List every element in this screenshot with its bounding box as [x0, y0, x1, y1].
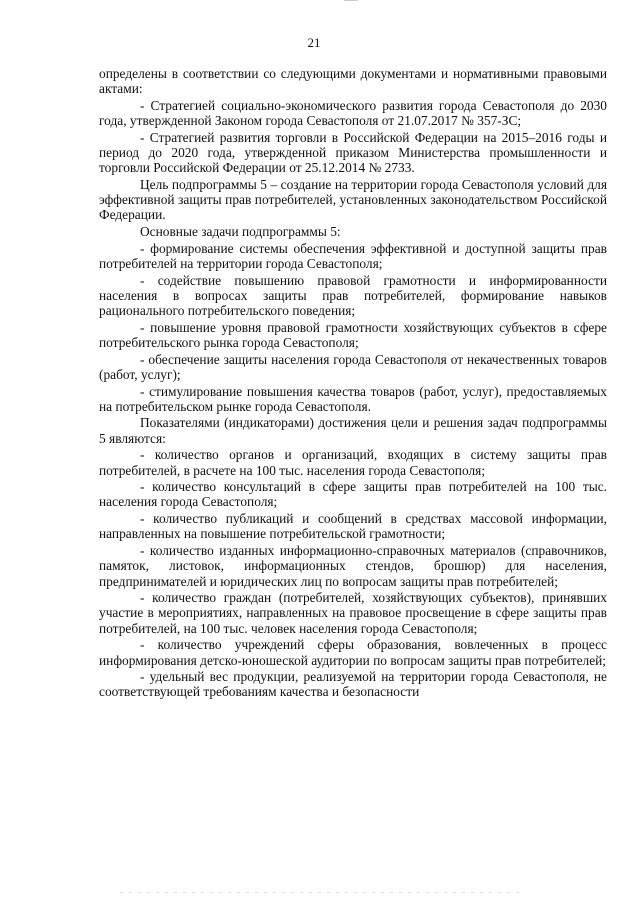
page-number: 21 [307, 35, 321, 50]
scan-noise [120, 892, 520, 893]
list-item-task: - формирование системы обеспечения эффективной и доступной защиты прав потребителей на территории города Севастополя; [99, 240, 607, 271]
list-item-task: - обеспечение защиты населения города Севастополя от некачественных товаров (работ, услуг); [99, 351, 607, 382]
list-item-strategy-trade: - Стратегией развития торговли в Российской Федерации на 2015–2016 годы и период до 2020 года, утвержденной приказом Министерства промышленности и торговли Российской Федерации от 25.12.2014 № 2733. [99, 129, 607, 176]
document-body [99, 66, 607, 701]
list-item-indicator: - количество учреждений сферы образования, вовлеченных в процесс информирования детско-юношеской аудитории по вопросам защиты прав потребителей; [99, 637, 607, 668]
list-item-indicator: - количество публикаций и сообщений в средствах массовой информации, направленных на повышение потребительской грамотности; [99, 511, 607, 542]
paragraph-tasks-heading: Основные задачи подпрограммы 5: [140, 224, 341, 240]
paragraph-goal: Цель подпрограммы 5 – создание на территории города Севастополя условий для эффективной защиты прав потребителей, установленных законодательством Российской Федерации. [99, 176, 607, 223]
scan-mark [344, 0, 358, 5]
list-item-indicator: - удельный вес продукции, реализуемой на территории города Севастополя, не соответствующей требованиям качества и безопасности [99, 669, 607, 700]
list-item-indicator: - количество граждан (потребителей, хозяйствующих субъектов), принявших участие в мероприятиях, направленных на правовое просвещение в сфере защиты прав потребителей, на 100 тыс. человек населения города Севастополя; [99, 590, 607, 636]
list-item-indicator: - количество изданных информационно-справочных материалов (справочников, памяток, листовок, информационных стендов, брошюр) для населения, предпринимателей и юридических лиц по вопросам защиты прав потребителей; [99, 543, 607, 589]
list-item-task: - стимулирование повышения качества товаров (работ, услуг), предоставляемых на потребительском рынке города Севастополя. [99, 383, 607, 414]
paragraph-indicators-heading: Показателями (индикаторами) достижения цели и решения задач подпрограммы 5 являются: [99, 415, 607, 446]
paragraph-intro: определены в соответствии со следующими документами и нормативными правовыми актами: [99, 66, 607, 97]
list-item-strategy-sevastopol: - Стратегией социально-экономического развития города Севастополя до 2030 года, утвержденной Законом города Севастополя от 21.07.2017 № 357-ЗС; [99, 97, 607, 129]
list-item-indicator: - количество органов и организаций, входящих в систему защиты прав потребителей, в расчете на 100 тыс. населения города Севастополя; [99, 447, 607, 478]
list-item-task: - повышение уровня правовой грамотности хозяйствующих субъектов в сфере потребительского рынка города Севастополя; [99, 319, 607, 350]
list-item-indicator: - количество консультаций в сфере защиты прав потребителей на 100 тыс. населения города Севастополя; [99, 479, 607, 510]
list-item-task: - содействие повышению правовой грамотности и информированности населения в вопросах защиты прав потребителей, формирование навыков рационального потребительского поведения; [99, 272, 607, 319]
